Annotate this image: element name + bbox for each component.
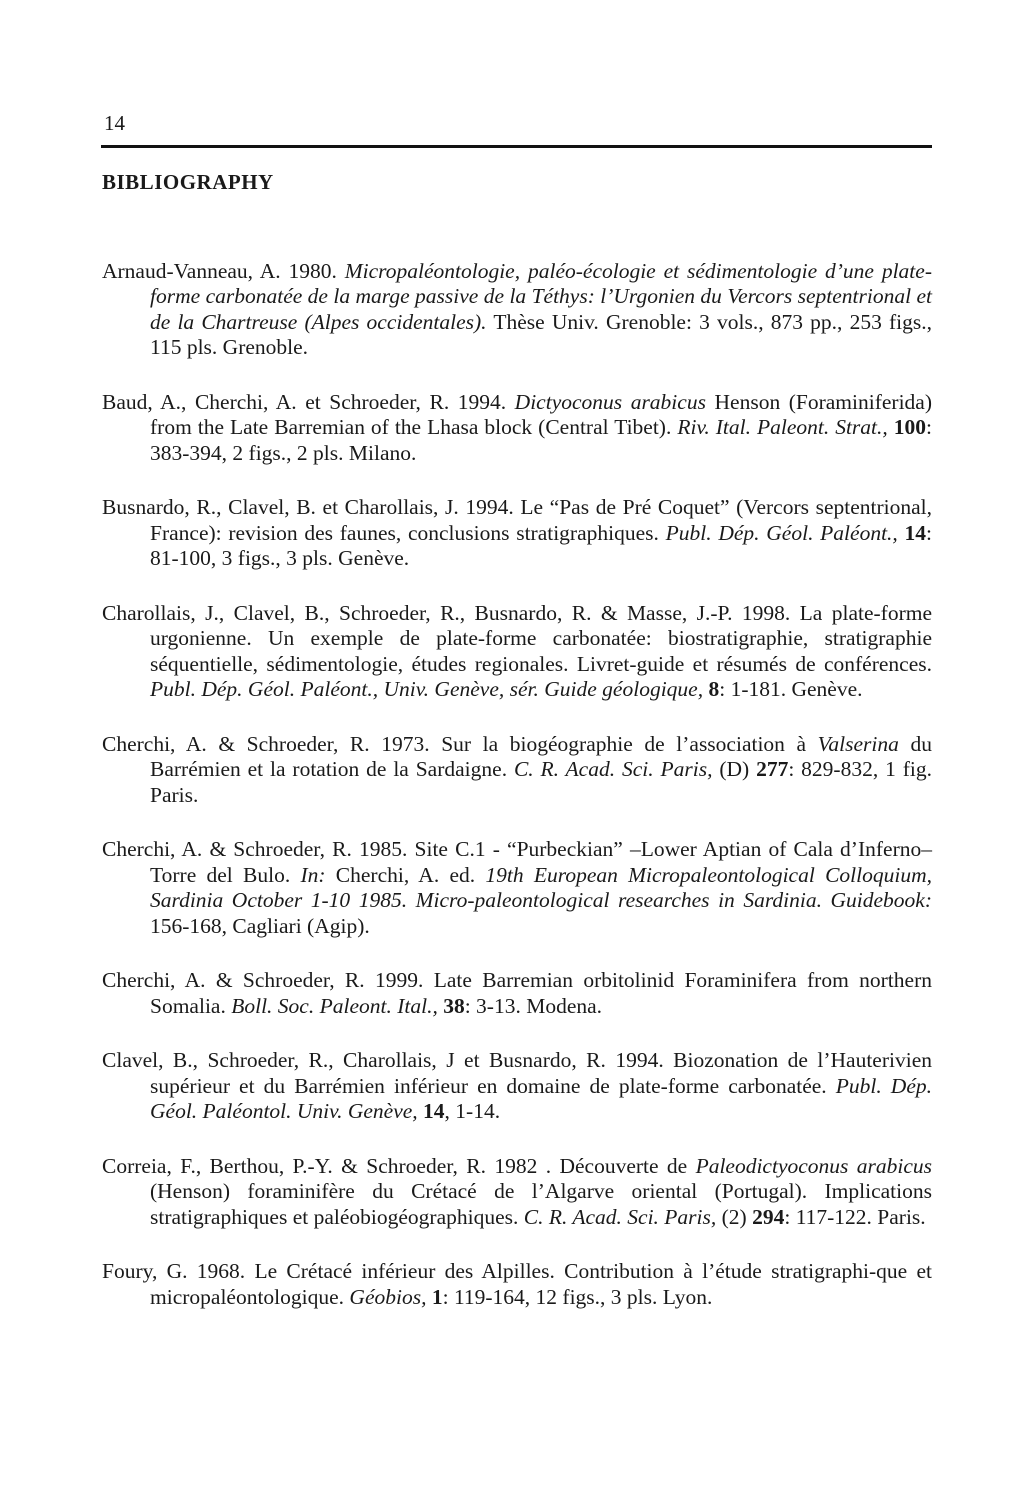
header-rule — [101, 145, 932, 148]
reference-entry: Charollais, J., Clavel, B., Schroeder, R., Busnardo, R. & Masse, J.-P. 1998. La plate-forme urgonienne. Un exemple de plate-forme carbonatée: biostratigraphie, stratigraphie séquentielle, sédimentologie, études regionales. Livret-guide et résumés de conférences. Publ. Dép. Géol. Paléont., Univ. Genève, sér. Guide géologique, 8: 1-181. Genève. — [102, 600, 932, 701]
reference-entry: Cherchi, A. & Schroeder, R. 1999. Late Barremian orbitolinid Foraminifera from northern Somalia. Boll. Soc. Paleont. Ital., 38: 3-13. Modena. — [102, 968, 932, 1018]
reference-entry: Busnardo, R., Clavel, B. et Charollais, J. 1994. Le “Pas de Pré Coquet” (Vercors septentrional, France): revision des faunes, conclusions stratigraphiques. Publ. Dép. Géol. Paléont., 14: 81-100, 3 figs., 3 pls. Genève. — [102, 495, 933, 570]
section-heading: BIBLIOGRAPHY — [102, 170, 274, 194]
reference-entry: Correia, F., Berthou, P.-Y. & Schroeder, R. 1982 . Découverte de Paleodictyoconus arabicus (Henson) foraminifère du Crétacé de l’Algarve oriental (Portugal). Implications stratigraphiques et paléobiogéographiques. C. R. Acad. Sci. Paris, (2) 294: 117-122. Paris. — [102, 1153, 933, 1229]
reference-entry: Clavel, B., Schroeder, R., Charollais, J et Busnardo, R. 1994. Biozonation de l’Hauterivien supérieur et du Barrémien inférieur en domaine de plate-forme carbonatée. Publ. Dép. Géol. Paléontol. Univ. Genève, 14, 1-14. — [102, 1048, 932, 1123]
reference-entry: Arnaud-Vanneau, A. 1980. Micropaléontologie, paléo-écologie et sédimentologie d’une plate-forme carbonatée de la marge passive de la Téthys: l’Urgonien du Vercors septentrional et de la Chartreuse (Alpes occidentales). Thèse Univ. Grenoble: 3 vols., 873 pp., 253 figs., 115 pls. Grenoble. — [102, 258, 932, 359]
page-number: 14 — [104, 111, 125, 135]
reference-entry: Cherchi, A. & Schroeder, R. 1985. Site C.1 - “Purbeckian” –Lower Aptian of Cala d’Inferno– Torre del Bulo. In: Cherchi, A. ed. 19th European Micropaleontological Colloquium, Sardinia October 1-10 1985. Micro-paleontological researches in Sardinia. Guidebook: 156-168, Cagliari (Agip). — [102, 837, 932, 938]
reference-entry: Cherchi, A. & Schroeder, R. 1973. Sur la biogéographie de l’association à Valserina du Barrémien et la rotation de la Sardaigne. C. R. Acad. Sci. Paris, (D) 277: 829-832, 1 fig. Paris. — [102, 731, 933, 807]
reference-list — [102, 237, 932, 1339]
reference-entry: Foury, G. 1968. Le Crétacé inférieur des Alpilles. Contribution à l’étude stratigraphi-que et micropaléontologique. Géobios, 1: 119-164, 12 figs., 3 pls. Lyon. — [102, 1259, 932, 1309]
reference-entry: Baud, A., Cherchi, A. et Schroeder, R. 1994. Dictyoconus arabicus Henson (Foraminiferida) from the Late Barremian of the Lhasa block (Central Tibet). Riv. Ital. Paleont. Strat., 100: 383-394, 2 figs., 2 pls. Milano. — [102, 389, 933, 465]
